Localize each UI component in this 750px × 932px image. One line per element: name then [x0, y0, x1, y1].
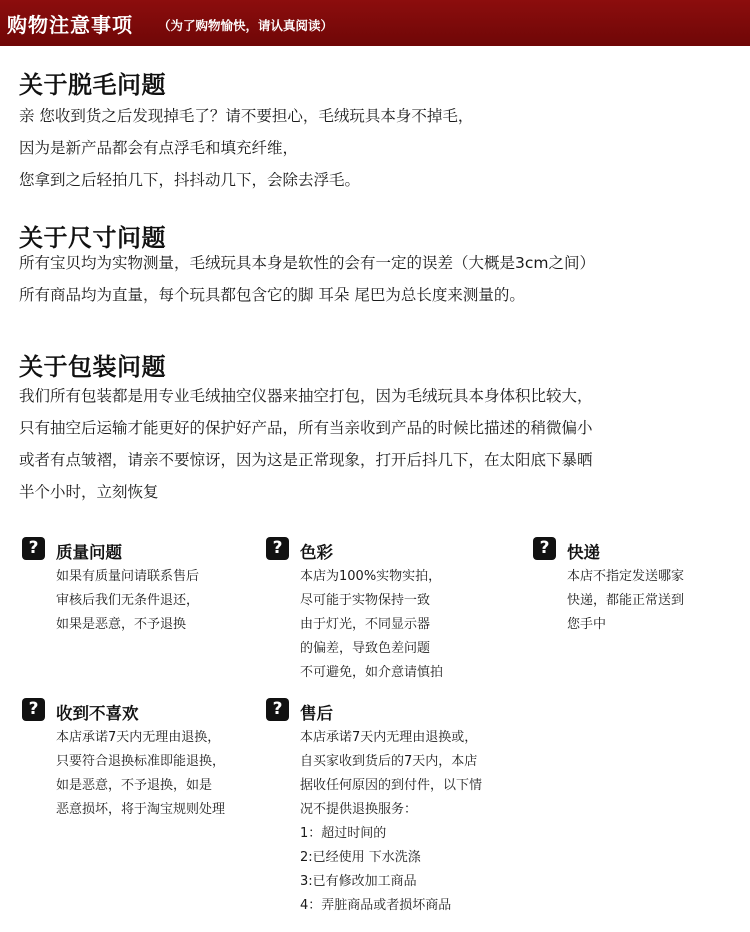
- section-text-line: 半个小时，立刻恢复: [19, 483, 159, 501]
- card-text-line: 的偏差，导致色差问题: [300, 641, 431, 656]
- card-text-line: 由于灯光，不同显示器: [300, 617, 431, 632]
- card-text-line: 审核后我们无条件退还，: [56, 593, 200, 608]
- card-quality: [22, 537, 252, 637]
- card-text-line: 如是恶意，不予退换，如是: [56, 778, 213, 793]
- card-title: 质量问题: [56, 543, 122, 562]
- section-text-line: 所有商品均为直量，每个玩具都包含它的脚 耳朵 尾巴为总长度来测量的。: [19, 286, 525, 304]
- card-text-line: 况不提供退换服务：: [300, 802, 418, 817]
- card-text-line: 3:已有修改加工商品: [300, 874, 417, 889]
- section-text-line: 所有宝贝均为实物测量，毛绒玩具本身是软性的会有一定的误差（大概是3cm之间）: [19, 254, 595, 272]
- question-icon: ?: [266, 537, 289, 560]
- card-text-line: 本店承诺7天内无理由退换，: [56, 730, 221, 745]
- card-dislike: [22, 698, 262, 823]
- section-text-line: 因为是新产品都会有点浮毛和填充纤维，: [19, 139, 299, 157]
- section-text-line: 您拿到之后轻拍几下，抖抖动几下，会除去浮毛。: [19, 171, 361, 189]
- card-text-line: 您手中: [567, 617, 607, 632]
- card-text-line: 快递，都能正常送到: [567, 593, 685, 608]
- section-text-line: 只有抽空后运输才能更好的保护好产品，所有当亲收到产品的时候比描述的稍微偏小: [19, 419, 593, 437]
- card-title: 收到不喜欢: [56, 704, 139, 723]
- section-text-line: 或者有点皱褶，请亲不要惊讶，因为这是正常现象，打开后抖几下，在太阳底下暴晒: [19, 451, 593, 469]
- card-text-line: 不可避免，如介意请慎拍: [300, 665, 444, 680]
- card-title: 售后: [300, 704, 333, 723]
- section-title-size: 关于尺寸问题: [19, 224, 166, 252]
- card-text-line: 尽可能于实物保持一致: [300, 593, 431, 608]
- card-title: 快递: [567, 543, 600, 562]
- card-text-line: 本店为100%实物实拍，: [300, 569, 442, 584]
- card-text-line: 1：超过时间的: [300, 826, 387, 841]
- card-title: 色彩: [300, 543, 333, 562]
- header-banner: [0, 0, 750, 46]
- card-text-line: 如果是恶意，不予退换: [56, 617, 187, 632]
- section-title-packaging: 关于包装问题: [19, 353, 166, 381]
- section-text-line: 我们所有包装都是用专业毛绒抽空仪器来抽空打包，因为毛绒玩具本身体积比较大，: [19, 387, 593, 405]
- question-icon: ?: [266, 698, 289, 721]
- card-text-line: 只要符合退换标准即能退换，: [56, 754, 226, 769]
- card-text-line: 4：弄脏商品或者损坏商品: [300, 898, 452, 913]
- section-title-shedding: 关于脱毛问题: [19, 71, 166, 99]
- card-text-line: 本店承诺7天内无理由退换或，: [300, 730, 478, 745]
- card-after-sales: [266, 698, 516, 923]
- card-text-line: 据收任何原因的到付件，以下情: [300, 778, 483, 793]
- question-icon: ?: [533, 537, 556, 560]
- banner-title: 购物注意事项: [7, 13, 133, 37]
- card-text-line: 如果有质量问请联系售后: [56, 569, 200, 584]
- question-icon: ?: [22, 698, 45, 721]
- banner-subtitle: （为了购物愉快，请认真阅读）: [158, 18, 334, 33]
- card-text-line: 自买家收到货后的7天内，本店: [300, 754, 478, 769]
- question-icon: ?: [22, 537, 45, 560]
- card-text-line: 2:已经使用 下水洗涤: [300, 850, 421, 865]
- card-text-line: 恶意损坏，将于淘宝规则处理: [56, 802, 226, 817]
- card-text-line: 本店不指定发送哪家: [567, 569, 685, 584]
- section-text-line: 亲 您收到货之后发现掉毛了？请不要担心，毛绒玩具本身不掉毛，: [19, 107, 474, 125]
- card-color: [266, 537, 506, 687]
- card-delivery: [533, 537, 743, 637]
